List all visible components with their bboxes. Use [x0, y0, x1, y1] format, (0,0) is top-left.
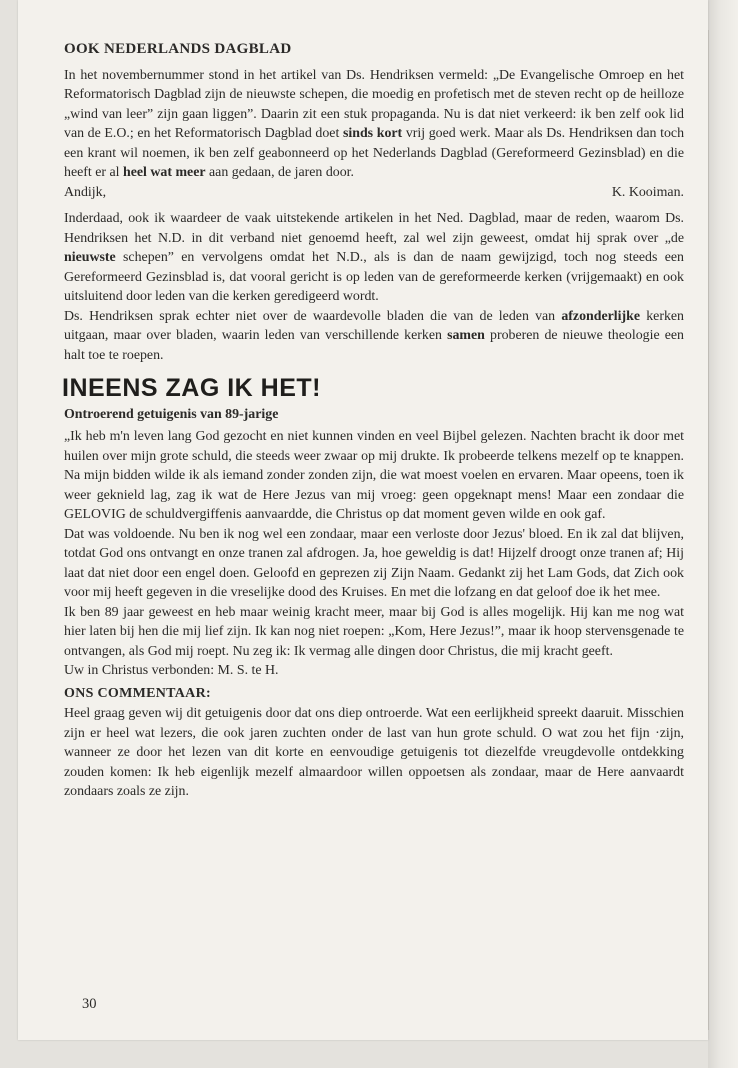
section-heading-nederlands-dagblad: OOK NEDERLANDS DAGBLAD [64, 41, 292, 57]
testimony-paragraph: Dat was voldoende. Nu ben ik nog wel een zondaar, maar een verloste door Jezus' bloed. En ik zal dat blijven, totdat God ons ontvangt en onze tranen zal afdrogen. Ja, hoe geweldig is dat! Hijzelf droogt onze tranen af; Hij laat dat niet door een engel doen. Geloofd en geprezen zij Zijn Naam. Gedankt zij het Lam Gods, dat Zich ook voor mij heeft gegeven in die vreselijke dood des Kruises. En met die lofzang en dat geloof doe ik het mee. [64, 526, 684, 600]
testimony-paragraph: Ik ben 89 jaar geweest en heb maar weinig kracht meer, maar bij God is alles mogelijk. Hij kan me nog wat hier laten bij hen die mij lief zijn. Ik kan nog niet roepen: „Kom, Here Jezus!”, maar ik hoop stervensgenade te ontvangen, als God mij roept. Nu zeg ik: Ik vermag alle dingen door Christus, die mij kracht geeft. [64, 604, 684, 659]
letter-place: Andijk, [64, 184, 107, 200]
reader-letter: In het novembernummer stond in het artikel van Ds. Hendriksen vermeld: „De Evangelische Omroep en het Reformatorisch Dagblad zijn de nieuwste schepen, die moedig en profetisch met de steven recht op de heilloze „wind van leer” zijn gaan liggen”. Daarin zit een stuk propaganda. Nu is dat niet verkeerd: ik ben zelf ook lid van de E.O.; en het Reformatorisch Dagblad doet sinds kort vrij goed werk. Maar als Ds. Hendriksen dan toch een krant wil noemen, ik ben zelf geabonneerd op het Nederlands Dagblad (Gereformeerd Gezinsblad) en die heeft er al heel wat meer aan gedaan, de jaren door. [64, 67, 685, 180]
magazine-page [18, 0, 708, 1040]
letter-signature: K. Kooiman. [611, 184, 684, 200]
article-subtitle: Ontroerend getuigenis van 89-jarige [64, 406, 279, 422]
commentary-text: Heel graag geven wij dit getuigenis door dat ons diep ontroerde. Wat een eerlijkheid spreekt daaruit. Misschien zijn er heel wat lezers, die ook jaren zuchten onder de last van hun grote schuld. O wat zou het fijn ·zijn, wanneer ze door het lezen van dit korte en eenvoudige getuigenis tot diezelfde vreugdevolle ontdekking zouden komen: Ik heb eigenlijk mezelf almaardoor willen oppoetsen als zondaar, maar de Here aanvaardt zondaars zoals ze zijn. [64, 706, 684, 799]
editor-reply-continued: Ds. Hendriksen sprak echter niet over de waardevolle bladen die van de leden van afzonderlijke kerken uitgaan, maar over bladen, waarin leden van verschillende kerken samen proberen de nieuwe theologie een halt toe te roepen. [64, 308, 685, 363]
commentary-heading: ONS COMMENTAAR: [64, 685, 211, 701]
editor-reply: Inderdaad, ook ik waardeer de vaak uitstekende artikelen in het Ned. Dagblad, maar de reden, waarom Ds. Hendriksen het N.D. in dit verband niet genoemd heeft, zal wel zijn geweest, omdat hij sprak over „de nieuwste schepen” en vervolgens omdat het N.D., als is dan de naam gewijzigd, toch nog steeds een Gereformeerd Gezinsblad is, dat vooral gericht is op leden van de gereformeerde kerken (vrijgemaakt) en ook uitsluitend door leden van die kerken geredigeerd wordt. [64, 211, 684, 304]
letter-signature-row [64, 183, 684, 203]
page-edge [708, 0, 738, 1068]
article-title: INEENS ZAG IK HET! [62, 374, 322, 402]
page-number: 30 [82, 996, 97, 1012]
page-edge-line [708, 30, 709, 1030]
testimony-paragraph: „Ik heb m'n leven lang God gezocht en niet kunnen vinden en veel Bijbel gelezen. Nachten bracht ik door met huilen over mijn grote schuld, die steeds weer zwaar op mij drukte. Ik probeerde telkens mezelf op te knappen. Na mijn bidden wilde ik als iemand zonder zonden zijn, die wat moest voelen en ervaren. Maar opeens, toen ik weer geknield lag, zag ik wat de Here Jezus van mij vroeg: geen opgeknapt mens! Maar een zondaar die GELOVIG de schuldvergiffenis aanvaardde, die Christus op dat moment geven wilde en ook gaf. [64, 429, 684, 522]
page-content [64, 40, 684, 802]
testimony-closing: Uw in Christus verbonden: M. S. te H. [64, 663, 279, 678]
